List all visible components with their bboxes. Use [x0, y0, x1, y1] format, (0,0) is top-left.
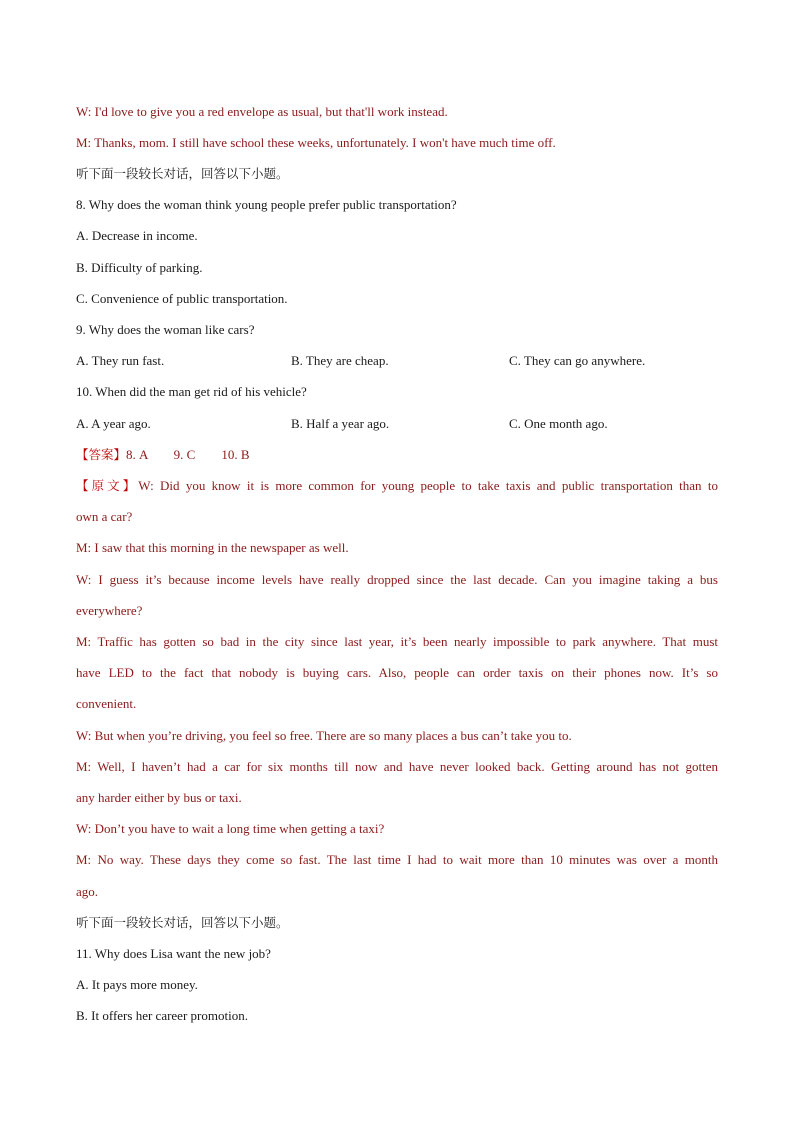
- transcript-line: W: I guess it’s because income levels have really dropped since the last decade. Can you imagine taking a bus: [76, 572, 718, 587]
- transcript-line: M: Well, I haven’t had a car for six months till now and have never looked back. Getting around has not gotten: [76, 759, 718, 774]
- transcript-line: convenient.: [76, 696, 137, 711]
- transcript-line: [76, 477, 718, 495]
- option-9b: B. They are cheap.: [291, 353, 389, 368]
- original-tag: 【原文】: [76, 478, 139, 493]
- answer-line: [76, 446, 718, 464]
- option-9c: C. They can go anywhere.: [509, 353, 646, 368]
- section-instruction: 听下面一段较长对话，回答以下小题。: [76, 166, 289, 181]
- transcript-line: M: No way. These days they come so fast. The last time I had to wait more than 10 minutes was over a month: [76, 852, 718, 867]
- option-8a: A. Decrease in income.: [76, 228, 198, 243]
- option-8b: B. Difficulty of parking.: [76, 260, 203, 275]
- transcript-line: own a car?: [76, 509, 133, 524]
- question-9: 9. Why does the woman like cars?: [76, 322, 255, 337]
- transcript-line: have LED to the fact that nobody is buying cars. Also, people can order taxis on their phones now. It’s so: [76, 665, 718, 680]
- transcript-line: W: Don’t you have to wait a long time when getting a taxi?: [76, 821, 385, 836]
- transcript-line: everywhere?: [76, 603, 143, 618]
- question-8: 8. Why does the woman think young people prefer public transportation?: [76, 197, 457, 212]
- transcript-text: W: Did you know it is more common for young people to take taxis and public transportation than to: [138, 478, 718, 493]
- question-10: 10. When did the man get rid of his vehicle?: [76, 384, 307, 399]
- section-instruction: 听下面一段较长对话，回答以下小题。: [76, 915, 289, 930]
- answer-tag: 【答案】: [76, 447, 127, 462]
- dialogue-line: M: Thanks, mom. I still have school these weeks, unfortunately. I won't have much time off.: [76, 135, 556, 150]
- option-10b: B. Half a year ago.: [291, 416, 390, 431]
- transcript-line: M: I saw that this morning in the newspaper as well.: [76, 540, 349, 555]
- transcript-line: M: Traffic has gotten so bad in the city since last year, it’s been nearly impossible to park anywhere. That must: [76, 634, 718, 649]
- option-10a: A. A year ago.: [76, 416, 151, 431]
- option-9a: A. They run fast.: [76, 353, 165, 368]
- option-11a: A. It pays more money.: [76, 977, 198, 992]
- dialogue-line: W: I'd love to give you a red envelope as usual, but that'll work instead.: [76, 104, 448, 119]
- transcript-line: any harder either by bus or taxi.: [76, 790, 242, 805]
- transcript-line: W: But when you’re driving, you feel so free. There are so many places a bus can’t take you to.: [76, 728, 572, 743]
- option-11b: B. It offers her career promotion.: [76, 1008, 248, 1023]
- question-11: 11. Why does Lisa want the new job?: [76, 946, 271, 961]
- option-10c: C. One month ago.: [509, 416, 608, 431]
- transcript-line: ago.: [76, 884, 99, 899]
- answer-text: 8. A 9. C 10. B: [126, 447, 250, 462]
- option-8c: C. Convenience of public transportation.: [76, 291, 288, 306]
